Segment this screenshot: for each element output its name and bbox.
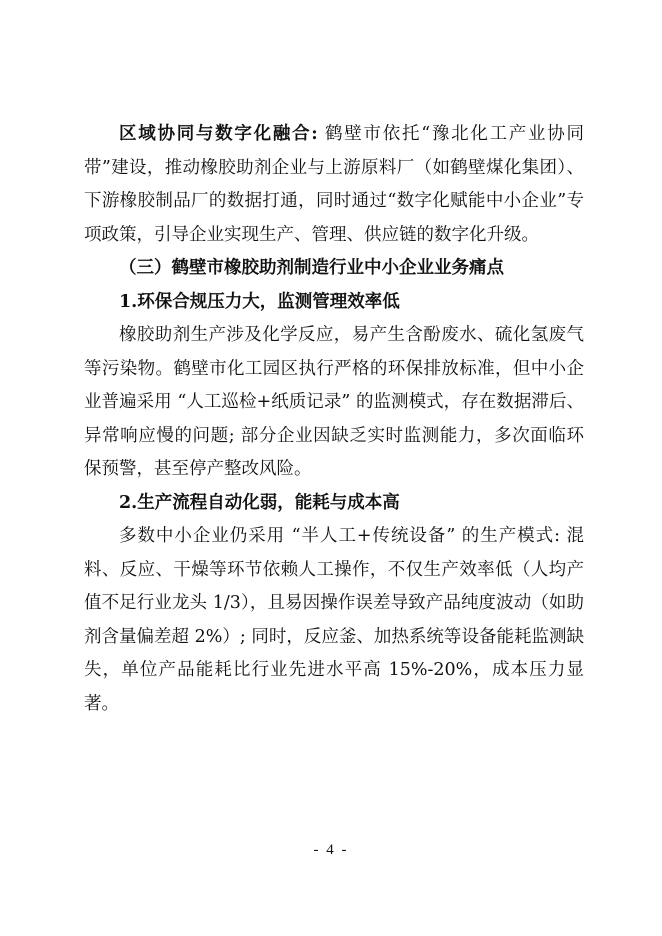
section-heading: （三）鹤壁市橡胶助剂制造行业中小企业业务痛点 (119, 258, 504, 278)
page-number: - 4 - (313, 842, 349, 858)
paragraph-text: 鹤壁市依托“豫北化工产业协同带”建设，推动橡胶助剂企业与上游原料厂（如鹤壁煤化集团）、下游橡胶制品厂的数据打通，同时通过“数字化赋能中小企业”专项政策，引导企业实现生产、管理、供应链的数字化升级。 (84, 124, 584, 245)
subsection-heading-1: 1.环保合规压力大，监测管理效率低 (119, 291, 400, 312)
paragraph-production-automation: 多数中小企业仍采用 “半人工+传统设备” 的生产模式: 混料、反应、干燥等环节依赖人工操作，不仅生产效率低（人均产值不足行业龙头 1/3），且易因操作误差导致产品纯度波动（如助剂含量偏差超 2%）; 同时，反应釜、加热系统等设备能耗监测缺失，单位产品能耗比行业先进水平高 15%-20%，成本压力显著。 (84, 526, 584, 714)
subsection-heading-2: 2.生产流程自动化弱，能耗与成本高 (119, 492, 400, 513)
document-body (84, 118, 584, 721)
paragraph-lead-term: 区域协同与数字化融合: (119, 124, 318, 144)
paragraph-environmental-compliance: 橡胶助剂生产涉及化学反应，易产生含酚废水、硫化氢废气等污染物。鹤壁市化工园区执行严格的环保排放标准，但中小企业普遍采用 “人工巡检+纸质记录” 的监测模式，存在数据滞后、异常响应慢的问题; 部分企业因缺乏实时监测能力，多次面临环保预警，甚至停产整改风险。 (84, 325, 584, 479)
paragraph-regional-synergy (84, 118, 584, 252)
